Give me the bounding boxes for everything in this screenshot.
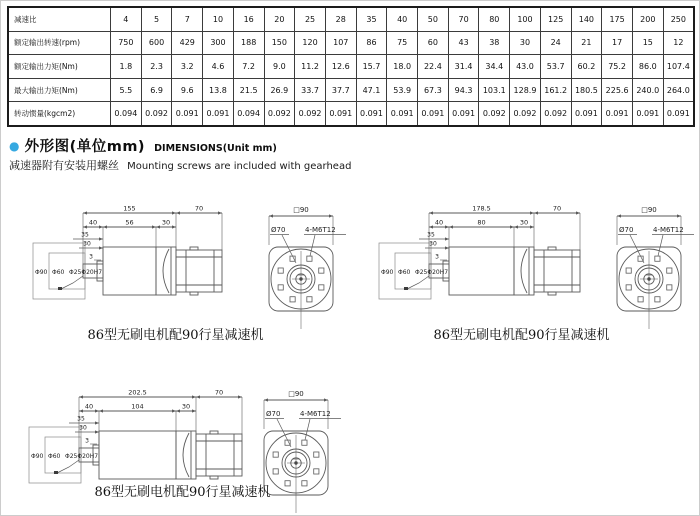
shaft-label-phi25-20: Φ25Φ20H7 bbox=[69, 269, 103, 276]
dim-total-length: 202.5 bbox=[128, 388, 147, 397]
shaft-label-phi60: Φ60 bbox=[48, 453, 61, 460]
spec-table-row bbox=[8, 78, 694, 102]
spec-cell: 107 bbox=[325, 31, 356, 55]
dim-flange-length: 30 bbox=[519, 218, 529, 227]
spec-cell: 40 bbox=[387, 7, 418, 31]
spec-cell: 6.9 bbox=[141, 78, 172, 102]
dim-boss: 35 bbox=[81, 231, 89, 239]
spec-cell: 38 bbox=[479, 31, 510, 55]
screw-callout-label: 4-M6T12 bbox=[300, 410, 331, 418]
spec-cell: 10 bbox=[203, 7, 234, 31]
spec-cell: 53.9 bbox=[387, 78, 418, 102]
spec-cell: 188 bbox=[233, 31, 264, 55]
spec-cell: 200 bbox=[632, 7, 663, 31]
spec-cell: 0.092 bbox=[141, 102, 172, 126]
spec-cell: 161.2 bbox=[540, 78, 571, 102]
spec-cell: 26.9 bbox=[264, 78, 295, 102]
spec-cell: 60 bbox=[418, 31, 449, 55]
section-title-cn: 外形图(单位mm) bbox=[24, 139, 146, 155]
shaft-label-phi60: Φ60 bbox=[398, 269, 411, 276]
spec-cell: 12 bbox=[663, 31, 694, 55]
spec-cell: 240.0 bbox=[632, 78, 663, 102]
spec-cell: 60.2 bbox=[571, 55, 602, 79]
spec-cell: 75.2 bbox=[602, 55, 633, 79]
spec-cell: 34.4 bbox=[479, 55, 510, 79]
spec-cell: 0.092 bbox=[510, 102, 541, 126]
spec-cell: 33.7 bbox=[295, 78, 326, 102]
spec-cell: 0.091 bbox=[172, 102, 203, 126]
side-view-drawing bbox=[371, 197, 601, 345]
spec-cell: 0.091 bbox=[325, 102, 356, 126]
section-header bbox=[9, 135, 277, 156]
spec-cell: 100 bbox=[510, 7, 541, 31]
spec-cell: 125 bbox=[540, 7, 571, 31]
drawing-caption: 86型无刷电机配90行星减速机 bbox=[433, 328, 610, 343]
spec-cell: 12.6 bbox=[325, 55, 356, 79]
dim-gearbox-length: 80 bbox=[477, 218, 486, 227]
spec-cell: 86.0 bbox=[632, 55, 663, 79]
dim-step: 30 bbox=[83, 240, 91, 248]
spec-cell: 0.091 bbox=[418, 102, 449, 126]
dim-square-size: □90 bbox=[288, 390, 304, 398]
drawing-group bbox=[371, 197, 601, 345]
spec-cell: 2.3 bbox=[141, 55, 172, 79]
spec-cell: 53.7 bbox=[540, 55, 571, 79]
section-bullet-icon: ● bbox=[9, 139, 20, 153]
spec-row-label: 转动惯量(kgcm2) bbox=[8, 102, 111, 126]
spec-cell: 264.0 bbox=[663, 78, 694, 102]
spec-cell: 17 bbox=[602, 31, 633, 55]
spec-cell: 225.6 bbox=[602, 78, 633, 102]
dim-motor-length: 70 bbox=[194, 204, 204, 213]
spec-row-label: 最大输出力矩(Nm) bbox=[8, 78, 111, 102]
spec-row-label: 额定输出转速(rpm) bbox=[8, 31, 111, 55]
section-title-en: DIMENSIONS(Unit mm) bbox=[154, 143, 277, 154]
dim-motor-length: 70 bbox=[214, 388, 224, 397]
section-subtitle-en: Mounting screws are included with gearhead bbox=[127, 161, 352, 172]
front-view-drawing bbox=[597, 197, 700, 345]
drawing-group bbox=[25, 197, 255, 345]
spec-cell: 50 bbox=[418, 7, 449, 31]
dim-motor-length: 70 bbox=[552, 204, 562, 213]
spec-cell: 15 bbox=[632, 31, 663, 55]
spec-cell: 21 bbox=[571, 31, 602, 55]
dim-boss: 35 bbox=[427, 231, 435, 239]
spec-cell: 1.8 bbox=[111, 55, 142, 79]
spec-cell: 140 bbox=[571, 7, 602, 31]
spec-cell: 300 bbox=[203, 31, 234, 55]
spec-cell: 0.091 bbox=[632, 102, 663, 126]
spec-table-row bbox=[8, 31, 694, 55]
spec-cell: 5 bbox=[141, 7, 172, 31]
spec-table-row bbox=[8, 102, 694, 126]
drawing-caption: 86型无刷电机配90行星减速机 bbox=[87, 328, 264, 343]
spec-cell: 4 bbox=[111, 7, 142, 31]
spec-cell: 7 bbox=[172, 7, 203, 31]
spec-cell: 37.7 bbox=[325, 78, 356, 102]
spec-cell: 21.5 bbox=[233, 78, 264, 102]
dim-step: 30 bbox=[79, 424, 87, 432]
spec-cell: 67.3 bbox=[418, 78, 449, 102]
spec-cell: 86 bbox=[356, 31, 387, 55]
spec-cell: 0.091 bbox=[448, 102, 479, 126]
spec-cell: 0.092 bbox=[295, 102, 326, 126]
spec-cell: 107.4 bbox=[663, 55, 694, 79]
spec-cell: 0.091 bbox=[571, 102, 602, 126]
spec-cell: 128.9 bbox=[510, 78, 541, 102]
dim-shaft-length: 40 bbox=[84, 402, 94, 411]
spec-cell: 75 bbox=[387, 31, 418, 55]
spec-cell: 20 bbox=[264, 7, 295, 31]
shaft-label-phi25-20: Φ25Φ20H7 bbox=[65, 453, 99, 460]
shaft-label-phi25-20: Φ25Φ20H7 bbox=[415, 269, 449, 276]
spec-cell: 3.2 bbox=[172, 55, 203, 79]
spec-cell: 43.0 bbox=[510, 55, 541, 79]
spec-row-label: 减速比 bbox=[8, 7, 111, 31]
spec-cell: 0.094 bbox=[233, 102, 264, 126]
spec-cell: 600 bbox=[141, 31, 172, 55]
dim-square-size: □90 bbox=[641, 206, 657, 214]
pilot-diameter-label: Ø70 bbox=[619, 226, 634, 234]
spec-cell: 9.6 bbox=[172, 78, 203, 102]
spec-cell: 0.092 bbox=[540, 102, 571, 126]
spec-cell: 11.2 bbox=[295, 55, 326, 79]
shaft-label-phi60: Φ60 bbox=[52, 269, 65, 276]
pilot-diameter-label: Ø70 bbox=[271, 226, 286, 234]
spec-cell: 22.4 bbox=[418, 55, 449, 79]
spec-cell: 16 bbox=[233, 7, 264, 31]
dim-flange-length: 30 bbox=[161, 218, 171, 227]
front-view-drawing bbox=[249, 197, 354, 345]
spec-cell: 35 bbox=[356, 7, 387, 31]
spec-cell: 18.0 bbox=[387, 55, 418, 79]
spec-cell: 750 bbox=[111, 31, 142, 55]
shaft-label-phi90: Φ90 bbox=[35, 269, 48, 276]
spec-cell: 0.092 bbox=[264, 102, 295, 126]
spec-cell: 0.091 bbox=[356, 102, 387, 126]
dim-boss: 35 bbox=[77, 415, 85, 423]
pilot-diameter-label: Ø70 bbox=[266, 410, 281, 418]
spec-cell: 31.4 bbox=[448, 55, 479, 79]
drawing-caption: 86型无刷电机配90行星减速机 bbox=[94, 485, 271, 500]
section-subtitle bbox=[9, 154, 351, 173]
dim-square-size: □90 bbox=[293, 206, 309, 214]
spec-cell: 94.3 bbox=[448, 78, 479, 102]
spec-cell: 70 bbox=[448, 7, 479, 31]
spec-cell: 25 bbox=[295, 7, 326, 31]
dim-total-length: 178.5 bbox=[472, 204, 491, 213]
screw-callout-label: 4-M6T12 bbox=[653, 226, 684, 234]
spec-cell: 103.1 bbox=[479, 78, 510, 102]
spec-cell: 250 bbox=[663, 7, 694, 31]
spec-cell: 0.094 bbox=[111, 102, 142, 126]
drawing-group bbox=[597, 197, 700, 345]
spec-cell: 7.2 bbox=[233, 55, 264, 79]
dim-shaft-length: 40 bbox=[434, 218, 444, 227]
dim-gearbox-length: 104 bbox=[131, 402, 144, 411]
dim-shaft-length: 40 bbox=[88, 218, 98, 227]
spec-cell: 47.1 bbox=[356, 78, 387, 102]
dim-key: 3 bbox=[435, 253, 439, 261]
spec-cell: 9.0 bbox=[264, 55, 295, 79]
spec-cell: 13.8 bbox=[203, 78, 234, 102]
shaft-label-phi90: Φ90 bbox=[31, 453, 44, 460]
drawing-group bbox=[249, 197, 354, 345]
shaft-label-phi90: Φ90 bbox=[381, 269, 394, 276]
spec-cell: 28 bbox=[325, 7, 356, 31]
spec-table bbox=[7, 6, 695, 127]
spec-cell: 429 bbox=[172, 31, 203, 55]
spec-cell: 180.5 bbox=[571, 78, 602, 102]
spec-cell: 80 bbox=[479, 7, 510, 31]
spec-cell: 5.5 bbox=[111, 78, 142, 102]
dim-key: 3 bbox=[85, 437, 89, 445]
spec-cell: 0.092 bbox=[479, 102, 510, 126]
spec-cell: 24 bbox=[540, 31, 571, 55]
section-subtitle-cn: 减速器附有安装用螺丝 bbox=[9, 159, 119, 172]
spec-cell: 120 bbox=[295, 31, 326, 55]
dim-total-length: 155 bbox=[123, 204, 136, 213]
spec-table-row bbox=[8, 55, 694, 79]
spec-cell: 0.091 bbox=[203, 102, 234, 126]
dim-step: 30 bbox=[429, 240, 437, 248]
spec-cell: 30 bbox=[510, 31, 541, 55]
spec-cell: 0.091 bbox=[663, 102, 694, 126]
spec-cell: 0.091 bbox=[387, 102, 418, 126]
spec-cell: 175 bbox=[602, 7, 633, 31]
spec-row-label: 额定输出力矩(Nm) bbox=[8, 55, 111, 79]
spec-cell: 4.6 bbox=[203, 55, 234, 79]
spec-table-row bbox=[8, 7, 694, 31]
screw-callout-label: 4-M6T12 bbox=[305, 226, 336, 234]
spec-cell: 0.091 bbox=[602, 102, 633, 126]
dim-flange-length: 30 bbox=[181, 402, 191, 411]
dim-key: 3 bbox=[89, 253, 93, 261]
spec-cell: 150 bbox=[264, 31, 295, 55]
side-view-drawing bbox=[25, 197, 255, 345]
spec-cell: 43 bbox=[448, 31, 479, 55]
spec-cell: 15.7 bbox=[356, 55, 387, 79]
dim-gearbox-length: 56 bbox=[125, 218, 134, 227]
